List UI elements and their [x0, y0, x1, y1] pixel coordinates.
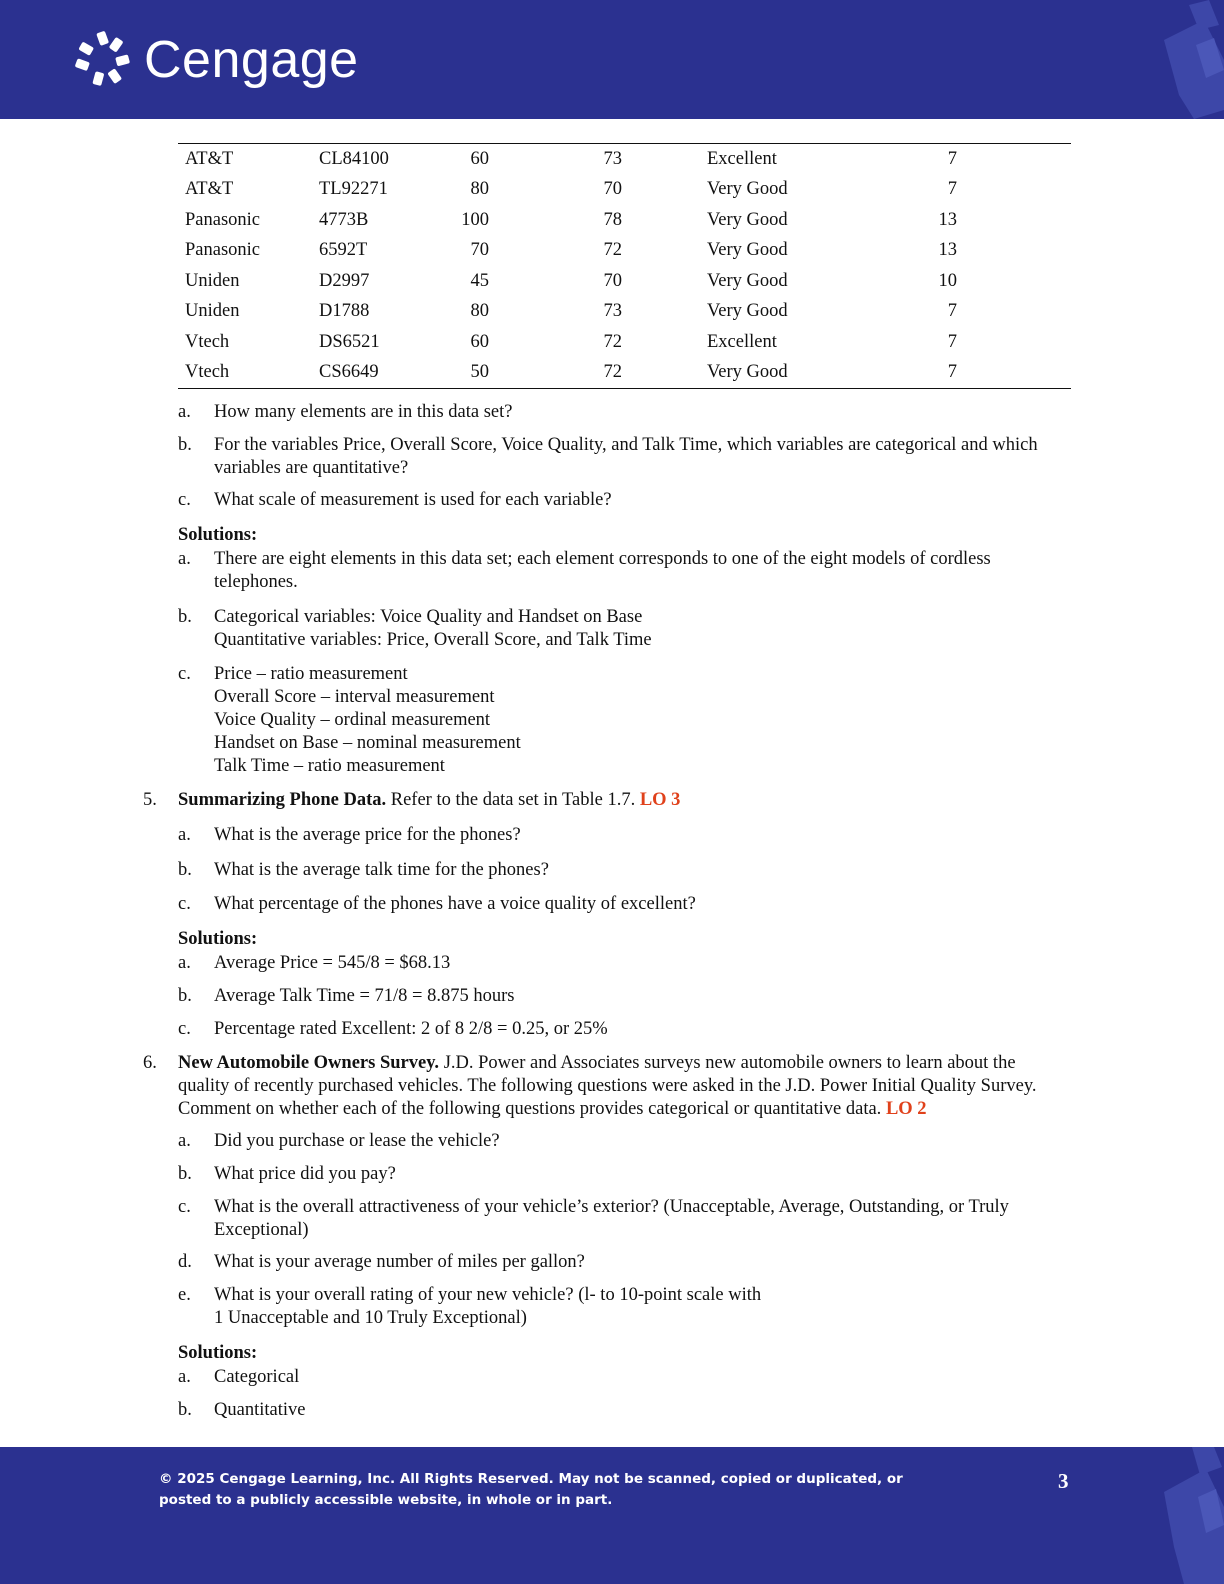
table-cell: 80	[470, 301, 489, 322]
page-number: 3	[1058, 1469, 1069, 1493]
table-spacer	[957, 266, 1071, 297]
table-row	[178, 205, 1071, 236]
table-cell: 7	[947, 362, 957, 383]
table-cell: Excellent	[707, 331, 777, 352]
q5-prompt: Summarizing Phone Data. Refer to the data set in Table 1.7. LO 3	[178, 790, 681, 810]
table-spacer	[622, 266, 707, 297]
table-spacer	[622, 236, 707, 267]
table-spacer	[622, 144, 707, 175]
table-cell: 7	[947, 179, 957, 200]
q6-number: 6.	[143, 1053, 157, 1073]
cengage-logo	[74, 30, 359, 90]
table-cell: 72	[603, 362, 622, 383]
table-cell: AT&T	[185, 148, 234, 169]
table-cell: Very Good	[707, 301, 788, 322]
table-spacer	[622, 175, 707, 206]
table-spacer	[622, 327, 707, 358]
table-cell: Panasonic	[185, 209, 261, 230]
table-cell: 7	[947, 331, 957, 352]
table-spacer	[957, 175, 1071, 206]
table-cell: 7	[947, 301, 957, 322]
q5-number: 5.	[143, 790, 157, 810]
page-header	[0, 0, 1224, 119]
q4-solutions-heading: Solutions:	[178, 525, 258, 545]
table-cell: Very Good	[707, 270, 788, 291]
q6-solutions-heading: Solutions:	[178, 1343, 258, 1363]
table-row	[178, 327, 1071, 358]
table-cell: 60	[470, 148, 489, 169]
table-cell: 4773B	[319, 209, 369, 230]
table-cell: 78	[603, 209, 622, 230]
brand-name: Cengage	[144, 31, 359, 89]
table-cell: 60	[470, 331, 489, 352]
copyright-notice: © 2025 Cengage Learning, Inc. All Rights Reserved. May not be scanned, copied or duplicated, or posted to a publicly accessible website, in whole or in part.	[159, 1471, 903, 1508]
table-spacer	[622, 358, 707, 389]
table-cell: Very Good	[707, 179, 788, 200]
table-spacer	[957, 236, 1071, 267]
table-cell: 6592T	[319, 240, 368, 261]
learning-objective-tag: LO 2	[885, 1099, 927, 1119]
table-cell: Vtech	[185, 362, 230, 383]
table-row	[178, 358, 1071, 389]
table-cell: Uniden	[185, 301, 240, 322]
table-cell: Uniden	[185, 270, 240, 291]
table-cell: 45	[470, 270, 489, 291]
table-row	[178, 144, 1071, 175]
page-footer	[0, 1447, 1224, 1584]
table-spacer	[622, 205, 707, 236]
table-spacer	[957, 358, 1071, 389]
table-spacer	[957, 327, 1071, 358]
table-cell: D2997	[319, 270, 370, 291]
table-cell: Excellent	[707, 148, 777, 169]
table-cell: 100	[461, 209, 489, 230]
table-cell: Vtech	[185, 331, 230, 352]
table-row	[178, 236, 1071, 267]
table-cell: 70	[603, 270, 622, 291]
table-cell: 73	[603, 301, 622, 322]
table-cell: CS6649	[319, 362, 379, 383]
table-cell: 72	[603, 331, 622, 352]
q6-prompt: New Automobile Owners Survey. J.D. Power and Associates surveys new automobile owners to learn about the quality of recently purchased vehicles. The following questions were asked in the J.D. Power Initial Quality Survey. Comment on whether each of the following questions provides categorical or quantitative data. LO 2	[178, 1053, 1037, 1119]
table-row	[178, 175, 1071, 206]
table-cell: 73	[603, 148, 622, 169]
table-cell: Panasonic	[185, 240, 261, 261]
table-cell: Very Good	[707, 240, 788, 261]
cengage-logo-icon	[74, 30, 136, 90]
table-cell: CL84100	[319, 148, 389, 169]
table-cell: 70	[603, 179, 622, 200]
phone-data-table	[178, 143, 1071, 389]
table-spacer	[957, 205, 1071, 236]
table-cell: 13	[938, 209, 957, 230]
table-cell: Very Good	[707, 362, 788, 383]
table-cell: 13	[938, 240, 957, 261]
table-spacer	[957, 297, 1071, 328]
table-cell: AT&T	[185, 179, 234, 200]
table-cell: 10	[938, 270, 957, 291]
table-cell: 7	[947, 148, 957, 169]
table-cell: 72	[603, 240, 622, 261]
corner-decoration	[1134, 0, 1224, 119]
table-cell: DS6521	[319, 331, 380, 352]
table-cell: 50	[470, 362, 489, 383]
table-cell: 70	[470, 240, 489, 261]
footer-corner-decoration	[1134, 1447, 1224, 1584]
table-cell: 80	[470, 179, 489, 200]
table-cell: TL92271	[319, 179, 388, 200]
table-row	[178, 266, 1071, 297]
table-spacer	[957, 144, 1071, 175]
q5-solutions-heading: Solutions:	[178, 929, 258, 949]
learning-objective-tag: LO 3	[639, 790, 681, 810]
table-spacer	[622, 297, 707, 328]
table-cell: D1788	[319, 301, 370, 322]
table-cell: Very Good	[707, 209, 788, 230]
table-row	[178, 297, 1071, 328]
